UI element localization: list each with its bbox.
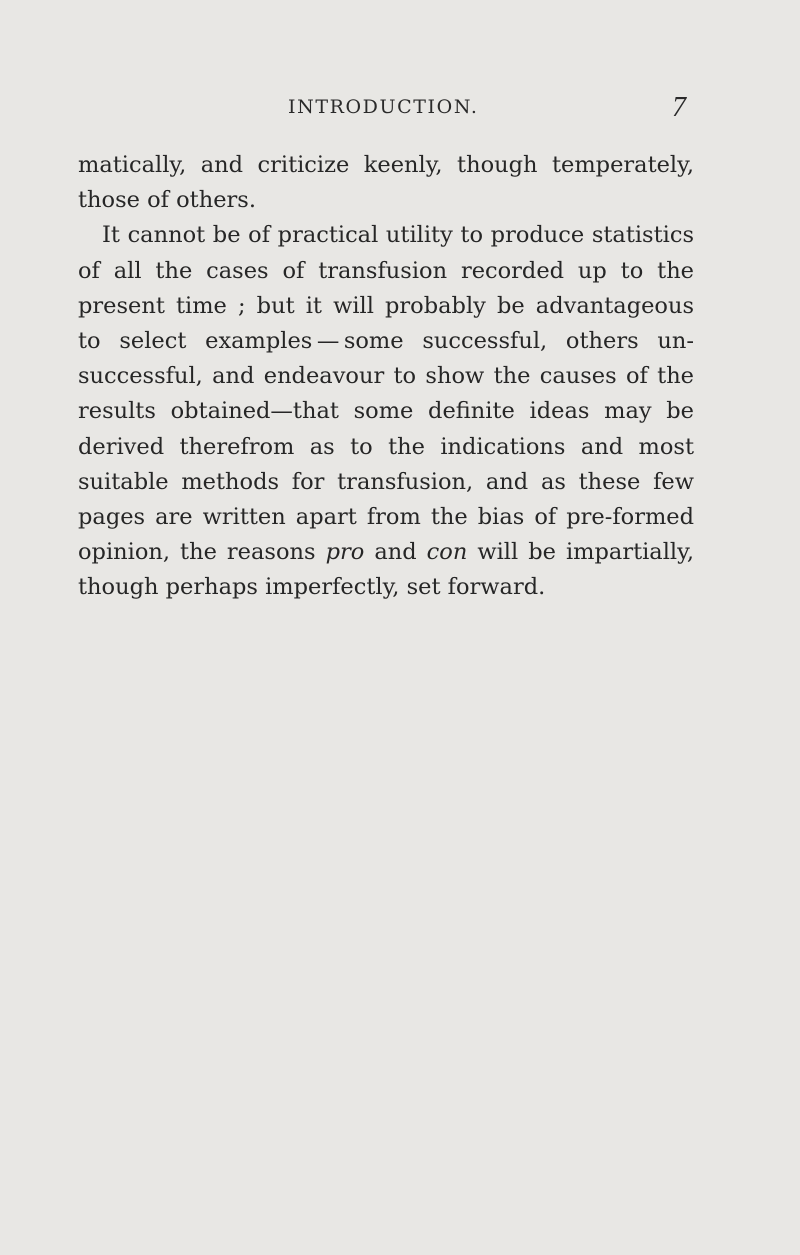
text-line: those of others.	[78, 187, 256, 214]
italic-pro: pro	[325, 539, 365, 566]
text-line: to select examples — some successful, others un-	[78, 327, 694, 354]
text-line: present time ; but it will probably be advantageous	[78, 292, 694, 319]
text-line: suitable methods for transfusion, and as these few	[78, 468, 694, 495]
page-number: 7	[672, 92, 686, 123]
text-segment: and	[364, 539, 427, 566]
text-line: of all the cases of transfusion recorded up to the	[78, 257, 694, 284]
text-segment: will be impartially,	[467, 539, 694, 566]
italic-con: con	[426, 539, 468, 566]
text-line: matically, and criticize keenly, though temperately,	[78, 152, 694, 178]
running-title: INTRODUCTION.	[288, 96, 479, 118]
text-line: successful, and endeavour to show the causes of the	[78, 363, 694, 390]
text-line: It cannot be of practical utility to produce statistics	[102, 222, 694, 249]
text-line: results obtained—that some definite ideas may be	[78, 398, 694, 425]
paragraph-1	[78, 148, 694, 218]
paragraph-2	[78, 218, 694, 605]
body-text	[78, 148, 694, 605]
text-segment: opinion, the reasons	[78, 539, 326, 566]
text-line: though perhaps imperfectly, set forward.	[78, 574, 546, 601]
text-line: pages are written apart from the bias of pre-formed	[78, 503, 694, 530]
text-line-mixed	[78, 535, 694, 570]
text-line: derived therefrom as to the indications and most	[78, 433, 694, 460]
